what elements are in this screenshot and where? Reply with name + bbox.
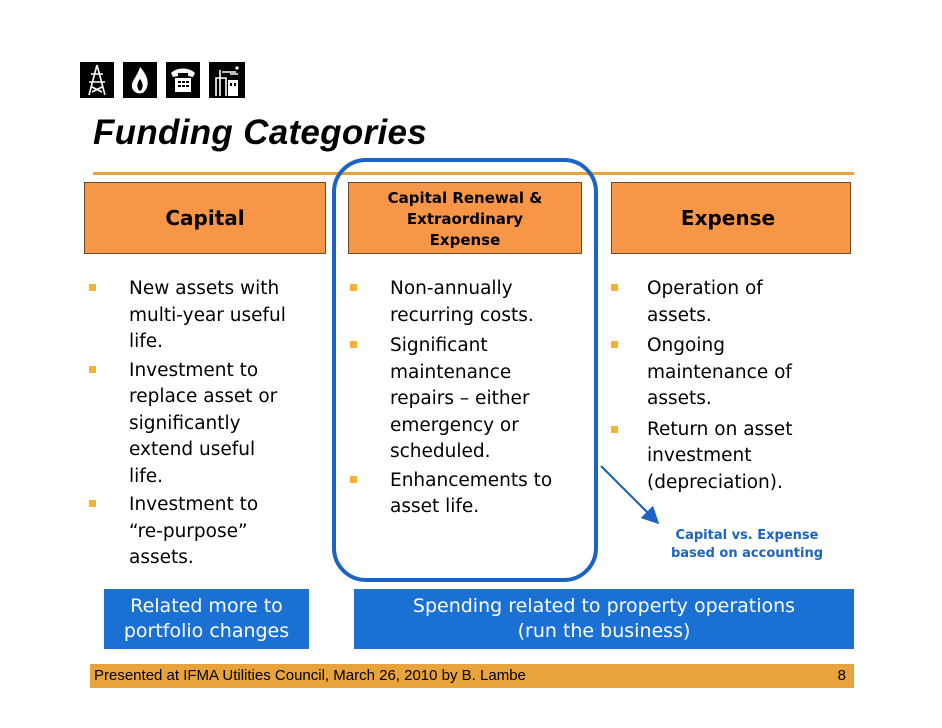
bullet-text: Operation of assets. (647, 278, 763, 326)
category-label: Capital (165, 206, 245, 230)
bullet-square-icon (611, 341, 618, 348)
list-item (84, 358, 334, 491)
bullet-text: Enhancements to asset life. (390, 469, 553, 517)
page-title: Funding Categories (93, 113, 428, 152)
arrow-icon (595, 460, 665, 530)
accounting-note: Capital vs. Expense based on accounting (670, 528, 824, 561)
bullet-text: Investment to “re-purpose” assets. (129, 494, 259, 568)
list-item (606, 333, 846, 413)
bullet-text: New assets with multi-year useful life. (129, 278, 286, 352)
power-tower-icon (80, 62, 114, 98)
capital-bullet-list (84, 276, 334, 572)
capital-renewal-highlight (332, 158, 598, 582)
bullet-square-icon (89, 500, 96, 507)
footer-text: Presented at IFMA Utilities Council, March 26, 2010 by B. Lambe (94, 667, 526, 684)
bullet-square-icon (611, 426, 618, 433)
bullet-square-icon (89, 366, 96, 373)
bullet-text: Investment to replace asset or significantly extend useful life. (129, 359, 278, 487)
property-operations-callout: Spending related to property operations (run the business) (354, 589, 854, 649)
category-capital (84, 182, 326, 254)
bullet-square-icon (611, 284, 618, 291)
list-item (84, 276, 334, 356)
category-label: Expense (680, 206, 776, 230)
bullet-text: Return on asset investment (depreciation). (647, 418, 793, 493)
category-expense (611, 182, 851, 254)
telephone-icon (166, 62, 200, 98)
footer-bar (90, 664, 854, 688)
list-item (84, 492, 334, 572)
bullet-text: Significant maintenance repairs – either emergency or scheduled. (390, 335, 530, 462)
list-item (606, 276, 846, 329)
category-label: Capital Renewal & Extraordinary Expense (387, 188, 543, 249)
flame-icon (123, 62, 157, 98)
page-number: 8 (837, 667, 846, 684)
utilities-logo (80, 62, 245, 98)
building-icon (209, 62, 245, 98)
bullet-square-icon (89, 284, 96, 291)
bullet-text: Non-annually recurring costs. (390, 278, 534, 326)
portfolio-changes-callout: Related more to portfolio changes (104, 589, 309, 649)
bullet-text: Ongoing maintenance of assets. (647, 335, 792, 409)
